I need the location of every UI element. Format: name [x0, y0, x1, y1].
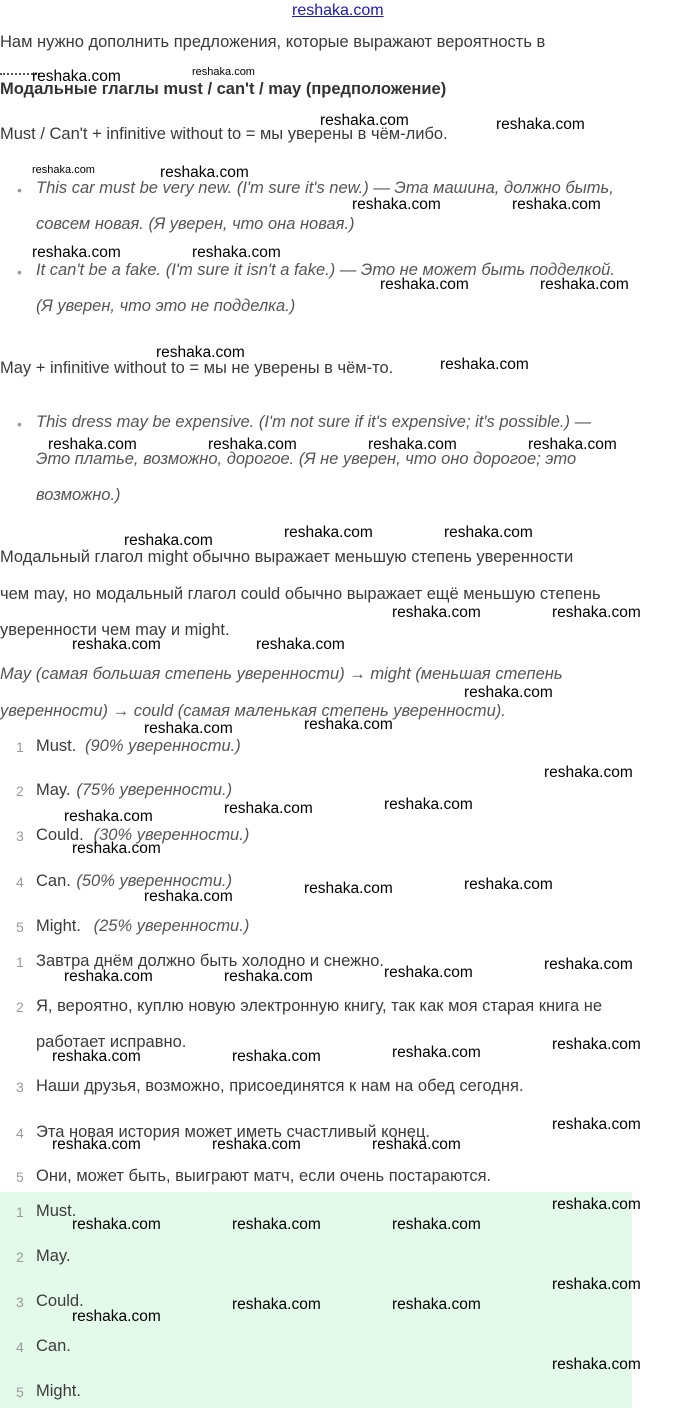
- answer-word: Must.: [36, 1202, 77, 1220]
- list-number: 5: [16, 919, 24, 935]
- example-1-line-2: совсем новая. (Я уверен, что она новая.): [36, 215, 355, 233]
- watermark-text: reshaka.com: [72, 636, 161, 653]
- watermark-text: reshaka.com: [232, 1048, 321, 1065]
- watermark-text: reshaka.com: [304, 716, 393, 733]
- watermark-text: reshaka.com: [544, 956, 633, 973]
- scale-line-2: уверенности) → could (самая маленькая степень уверенности).: [0, 702, 506, 720]
- watermark-text: reshaka.com: [192, 66, 255, 78]
- list-number: 4: [16, 874, 24, 890]
- sentence-line-1: Эта новая история может иметь счастливый конец.: [36, 1123, 431, 1141]
- might-para-3: уверенности чем may и might.: [0, 621, 230, 639]
- watermark-text: reshaka.com: [464, 684, 553, 701]
- certainty-percent: (25% уверенности.): [93, 917, 250, 935]
- answer-number: 4: [16, 1339, 24, 1355]
- answer-number: 3: [16, 1294, 24, 1310]
- watermark-text: reshaka.com: [156, 344, 245, 361]
- watermark-text: reshaka.com: [384, 796, 473, 813]
- scale-line-1: May (самая большая степень уверенности) → might (меньшая степень: [0, 665, 563, 683]
- watermark-text: reshaka.com: [552, 1276, 641, 1293]
- example-3-line-1: This dress may be expensive. (I'm not sure if it's expensive; it's possible.) —: [36, 413, 592, 431]
- example-1-line-1: This car must be very new. (I'm sure it's new.) — Эта машина, должно быть,: [36, 179, 614, 197]
- watermark-text: reshaka.com: [444, 524, 533, 541]
- watermark-text: reshaka.com: [224, 800, 313, 817]
- watermark-text: reshaka.com: [380, 276, 469, 293]
- watermark-text: reshaka.com: [48, 436, 137, 453]
- list-number: 2: [16, 783, 24, 799]
- watermark-text: reshaka.com: [212, 1136, 301, 1153]
- watermark-text: reshaka.com: [528, 436, 617, 453]
- modal-word: Might.: [36, 917, 81, 935]
- watermark-text: reshaka.com: [304, 880, 393, 897]
- watermark-text: reshaka.com: [496, 116, 585, 133]
- watermark-text: reshaka.com: [372, 1136, 461, 1153]
- example-3-line-2: Это платье, возможно, дорогое. (Я не уверен, что оно дорогое; это: [36, 450, 577, 468]
- watermark-text: reshaka.com: [392, 604, 481, 621]
- sentence-line-1: Наши друзья, возможно, присоединятся к нам на обед сегодня.: [36, 1077, 524, 1095]
- answer-number: 1: [16, 1204, 24, 1220]
- watermark-text: reshaka.com: [552, 1196, 641, 1213]
- watermark-text: reshaka.com: [192, 244, 281, 261]
- watermark-text: reshaka.com: [552, 1116, 641, 1133]
- certainty-percent: (90% уверенности.): [85, 737, 241, 755]
- example-2-line-1: It can't be a fake. (I'm sure it isn't a fake.) — Это не может быть подделкой.: [36, 261, 615, 279]
- certainty-percent: (30% уверенности.): [93, 826, 250, 844]
- list-number: 3: [16, 828, 24, 844]
- intro-text: Нам нужно дополнить предложения, которые выражают вероятность в: [0, 33, 546, 51]
- watermark-text: reshaka.com: [540, 276, 629, 293]
- watermark-text: reshaka.com: [284, 524, 373, 541]
- watermark-text: reshaka.com: [464, 876, 553, 893]
- watermark-text: reshaka.com: [544, 764, 633, 781]
- rule-may: May + infinitive without to = мы не уверены в чём-то.: [0, 359, 394, 377]
- watermark-text: reshaka.com: [224, 968, 313, 985]
- watermark-text: reshaka.com: [124, 532, 213, 549]
- certainty-percent: (50% уверенности.): [76, 872, 233, 890]
- watermark-text: reshaka.com: [368, 436, 457, 453]
- watermark-text: reshaka.com: [64, 968, 153, 985]
- watermark-text: reshaka.com: [440, 356, 529, 373]
- might-para-1: Модальный глагол might обычно выражает меньшую степень уверенности: [0, 548, 574, 566]
- watermark-text: reshaka.com: [232, 1216, 321, 1233]
- watermark-text: reshaka.com: [64, 808, 153, 825]
- might-para-2: чем may, но модальный глагол could обычно выражает ещё меньшую степень: [0, 585, 601, 603]
- watermark-text: reshaka.com: [552, 1356, 641, 1373]
- watermark-text: reshaka.com: [32, 164, 95, 176]
- modal-word: Can.: [36, 872, 71, 890]
- answer-word: Can.: [36, 1337, 71, 1355]
- bullet: •: [17, 264, 22, 280]
- modal-word: Could.: [36, 826, 84, 844]
- watermark-text: reshaka.com: [552, 604, 641, 621]
- modal-word: May.: [36, 781, 71, 799]
- rule-must: Must / Can't + infinitive without to = мы уверены в чём-либо.: [0, 125, 448, 143]
- sentence-line-1: Завтра днём должно быть холодно и снежно.: [36, 952, 384, 970]
- example-3-line-3: возможно.): [36, 486, 121, 504]
- certainty-percent: (75% уверенности.): [76, 781, 233, 799]
- watermark-text: reshaka.com: [512, 196, 601, 213]
- watermark-text: reshaka.com: [72, 1308, 161, 1325]
- list-number: 1: [16, 739, 24, 755]
- watermark-text: reshaka.com: [144, 888, 233, 905]
- answer-number: 5: [16, 1384, 24, 1400]
- watermark-text: reshaka.com: [160, 164, 249, 181]
- list-number: 3: [16, 1079, 24, 1095]
- watermark-text: reshaka.com: [144, 720, 233, 737]
- answer-word: May.: [36, 1247, 71, 1265]
- list-number: 2: [16, 999, 24, 1015]
- watermark-text: reshaka.com: [32, 68, 121, 85]
- watermark-text: reshaka.com: [32, 244, 121, 261]
- watermark-text: reshaka.com: [352, 196, 441, 213]
- watermark-text: reshaka.com: [256, 636, 345, 653]
- example-2-line-2: (Я уверен, что это не подделка.): [36, 297, 296, 315]
- answer-word: Might.: [36, 1382, 81, 1400]
- bullet: •: [17, 416, 22, 432]
- watermark-text: reshaka.com: [392, 1044, 481, 1061]
- list-number: 4: [16, 1125, 24, 1141]
- modal-word: Must.: [36, 737, 77, 755]
- watermark-text: reshaka.com: [72, 1216, 161, 1233]
- watermark-text: reshaka.com: [320, 112, 409, 129]
- watermark-text: reshaka.com: [392, 1296, 481, 1313]
- section-title: Модальные глаглы must / can't / may (предположение): [0, 80, 447, 98]
- watermark-text: reshaka.com: [552, 1036, 641, 1053]
- watermark-text: reshaka.com: [52, 1048, 141, 1065]
- answer-number: 2: [16, 1249, 24, 1265]
- answer-word: Could.: [36, 1292, 84, 1310]
- watermark-text: reshaka.com: [52, 1136, 141, 1153]
- list-number: 1: [16, 954, 24, 970]
- watermark-text: reshaka.com: [232, 1296, 321, 1313]
- list-number: 5: [16, 1169, 24, 1185]
- sentence-line-1: Они, может быть, выиграют матч, если очень постараются.: [36, 1167, 492, 1185]
- site-link[interactable]: reshaka.com: [292, 2, 384, 19]
- watermark-text: reshaka.com: [384, 964, 473, 981]
- watermark-text: reshaka.com: [208, 436, 297, 453]
- sentence-line-1: Я, вероятно, куплю новую электронную книгу, так как моя старая книга не: [36, 997, 603, 1015]
- sentence-line-2: работает исправно.: [36, 1033, 187, 1051]
- watermark-text: reshaka.com: [72, 840, 161, 857]
- watermark-text: reshaka.com: [392, 1216, 481, 1233]
- bullet: •: [17, 182, 22, 198]
